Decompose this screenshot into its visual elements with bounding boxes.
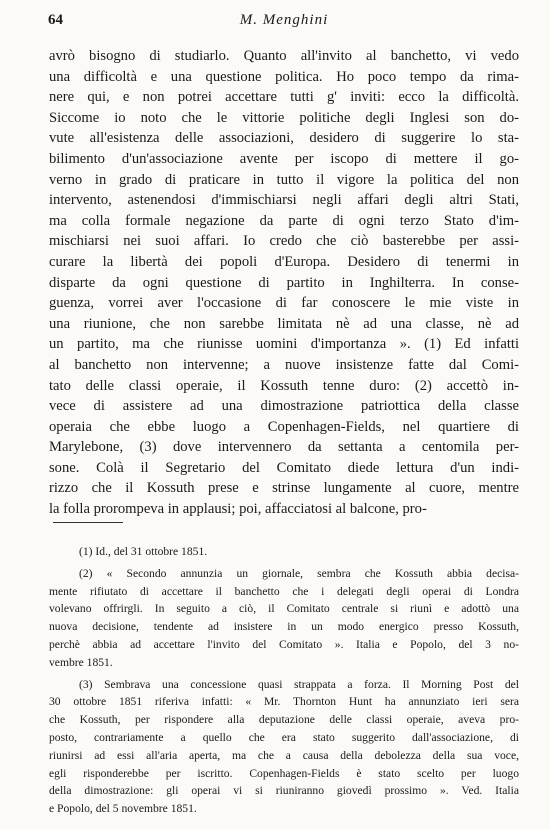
footnote-line: posto, contrariamente a quello che era stato suggerito dall'associazione, di	[49, 730, 519, 744]
body-line: guenza, vorrei aver l'occasione di far conoscere le mie viste in	[49, 295, 519, 312]
body-line: vece di assistere ad una dimostrazione patriottica della classe	[49, 398, 519, 415]
body-line: mischiarsi nei suoi affari. Io credo che ciò basterebbe per assi-	[49, 233, 519, 250]
footnotes	[49, 543, 519, 818]
footnote-line: egli risponderebbe per iscritto. Copenhagen-Fields è stato scelto per luogo	[49, 766, 519, 780]
footnote-line: (3) Sembrava una concessione quasi strappata a forza. Il Morning Post del	[79, 677, 519, 691]
footnote-rule	[53, 522, 123, 523]
body-line: nere qui, e non potrei accettare tutti g' inviti: ecco la difficoltà.	[49, 89, 519, 106]
body-line: rizzo che il Kossuth prese e strinse lungamente al cuore, mentre	[49, 480, 519, 497]
footnote-line: e Popolo, del 5 novembre 1851.	[49, 802, 197, 816]
body-line: ma colla formale negazione da parte di ogni terzo Stato d'im-	[49, 212, 519, 229]
footnote-line: perchè abbia ad accettare l'invito del Comitato ». Italia e Popolo, del 3 no-	[49, 637, 519, 651]
body-text	[49, 46, 519, 520]
footnote	[49, 676, 519, 818]
body-line: verno in grado di praticare in tutto il vigore la politica del non	[49, 171, 519, 188]
body-line: vute all'esistenza delle associazioni, desidero di suggerire lo sta-	[49, 130, 519, 147]
body-line: operaia che ebbe luogo a Copenhagen-Fields, nel quartiere di	[49, 418, 519, 435]
body-line: tato delle classi operaie, il Kossuth tenne duro: (2) accettò in-	[49, 377, 519, 394]
footnote-line: della dimostrazione: gli operai vi si riuniranno giovedì prossimo ». Ved. Italia	[49, 784, 519, 798]
body-line: avrò bisogno di studiarlo. Quanto all'invito al banchetto, vi vedo	[49, 48, 519, 64]
page-header	[40, 12, 528, 32]
page-number: 64	[48, 12, 63, 28]
footnote-line: 30 ottobre 1851 riferiva infatti: « Mr. Thornton Hunt ha annunziato ieri sera	[49, 695, 519, 709]
footnote-line: riunirsi ad essi all'aria aperta, ma che a causa della debolezza della sua voce,	[49, 748, 519, 762]
body-line: una riunione, che non sarebbe limitata nè ad una classe, nè ad	[49, 315, 519, 332]
body-line: la folla prorompeva in applausi; poi, affacciatosi al balcone, pro-	[49, 501, 427, 518]
footnote	[49, 565, 519, 672]
body-line: disparte da ogni questione di partito in Inghilterra. In conse-	[49, 274, 519, 291]
body-line: una difficoltà e una questione politica. Ho poco tempo da rima-	[49, 68, 519, 85]
body-line: un partito, ma che riunisse uomini d'importanza ». (1) Ed infatti	[49, 336, 519, 353]
footnote-line: (1) Id., del 31 ottobre 1851.	[79, 545, 208, 558]
body-line: al banchetto non intervenne; a nuove insistenze fatte dal Comi-	[49, 356, 519, 373]
body-line: bilimento d'un'associazione avente per iscopo di mettere il go-	[49, 150, 519, 167]
footnote	[49, 543, 519, 561]
running-head: M. Menghini	[239, 12, 329, 28]
body-line: intervento, astenendosi d'immischiarsi negli affari degli altri Stati,	[49, 192, 519, 209]
body-line: Marylebone, (3) dove intervennero da settanta a centomila per-	[49, 439, 519, 456]
footnote-line: mente rifiutato di accettare il banchetto che i delegati degli operai di Londra	[49, 584, 519, 598]
footnote-line: che Kossuth, per rispondere alla deputazione delle classi operaie, aveva pro-	[49, 713, 519, 727]
body-line: Siccome io noto che le vittorie politiche degli Inglesi son do-	[49, 109, 519, 126]
footnote-line: volevano offrirgli. In seguito a ciò, il Comitato centrale si riunì e adottò una	[49, 602, 519, 616]
footnote-line: vembre 1851.	[49, 655, 113, 669]
body-line: curare la libertà dei popoli d'Europa. Desidero di tenermi in	[49, 253, 519, 270]
footnote-line: (2) « Secondo annunzia un giornale, sembra che Kossuth abbia decisa-	[79, 566, 519, 580]
body-line: sone. Colà il Segretario del Comitato diede lettura d'un indi-	[49, 459, 519, 476]
footnote-line: nuova decisione, tendente ad insistere in un modo energico presso Kossuth,	[49, 620, 519, 634]
